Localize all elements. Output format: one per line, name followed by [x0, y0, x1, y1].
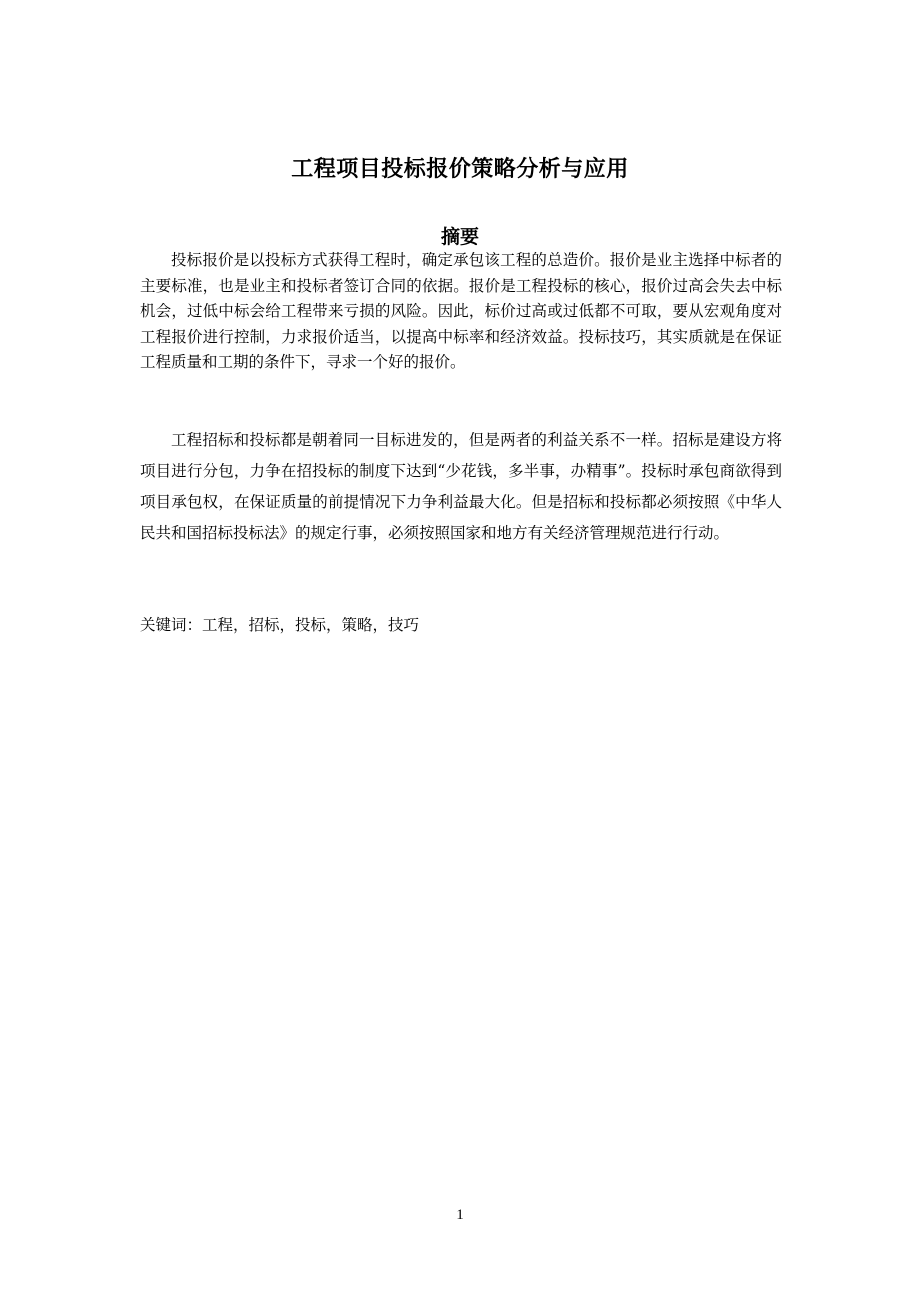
abstract-heading: 摘要	[440, 226, 479, 248]
document-title: 工程项目投标报价策略分析与应用	[291, 157, 629, 182]
keywords-line: 关键词：工程，招标，投标，策略，技巧	[140, 616, 420, 634]
abstract-paragraph-2: 工程招标和投标都是朝着同一目标进发的，但是两者的利益关系不一样。招标是建设方将项目进行分包，力争在招投标的制度下达到“少花钱，多半事，办精事”。投标时承包商欲得到项目承包权，在保证质量的前提情况下力争利益最大化。但是招标和投标都必须按照《中华人民共和国招标投标法》的规定行事，必须按照国家和地方有关经济管理规范进行行动。	[140, 431, 782, 542]
page-number: 1	[456, 1207, 464, 1223]
abstract-paragraph-1: 投标报价是以投标方式获得工程时，确定承包该工程的总造价。报价是业主选择中标者的主要标准，也是业主和投标者签订合同的依据。报价是工程投标的核心，报价过高会失去中标机会，过低中标会给工程带来亏损的风险。因此，标价过高或过低都不可取，要从宏观角度对工程报价进行控制，力求报价适当，以提高中标率和经济效益。投标技巧，其实质就是在保证工程质量和工期的条件下，寻求一个好的报价。	[140, 251, 782, 371]
